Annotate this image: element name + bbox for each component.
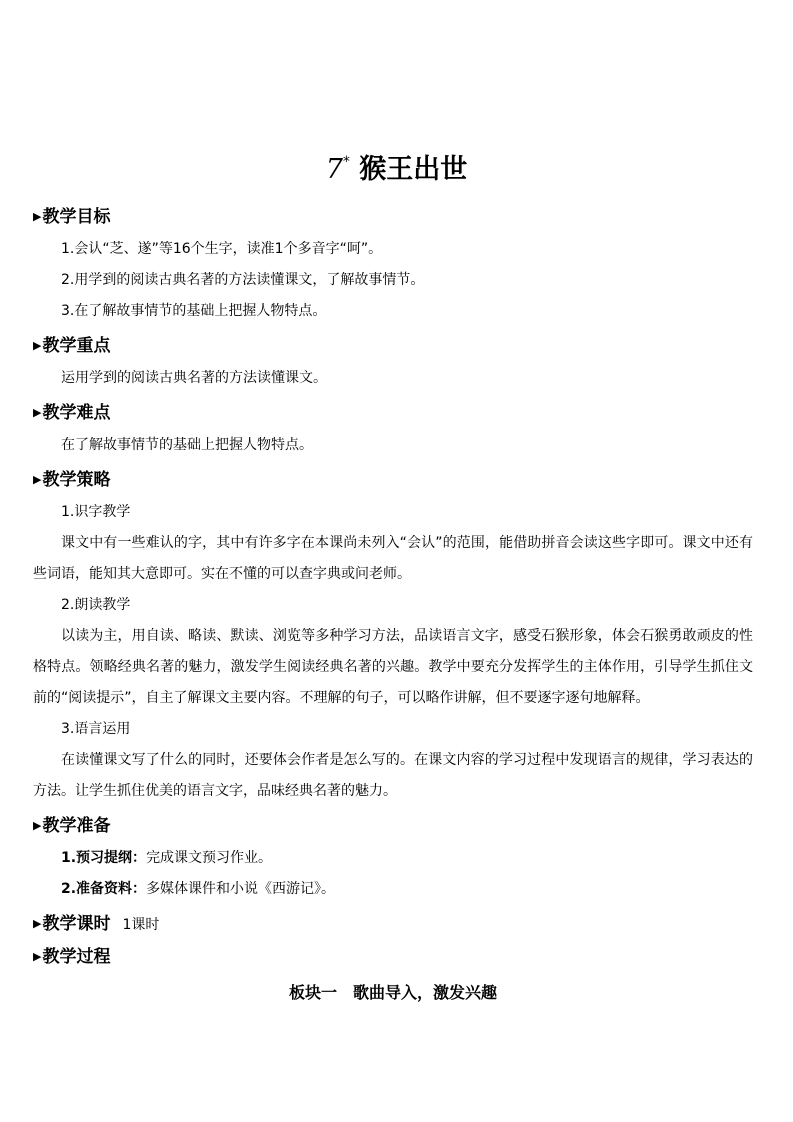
triangle-bullet-icon: ▶	[33, 950, 42, 963]
preparation-item-1-label: 1.预习提纲：	[61, 850, 147, 866]
triangle-bullet-icon: ▶	[33, 819, 42, 832]
strategy-3-text: 在读懂课文写了什么的同时，还要体会作者是怎么写的。在课文内容的学习过程中发现语言的规律，学习表达的方法。让学生抓住优美的语言文字，品味经典名著的魅力。	[33, 752, 753, 799]
preparation-item-2	[33, 874, 753, 905]
strategy-1-text: 课文中有一些难认的字，其中有许多字在本课尚未列入“会认”的范围，能借助拼音会读这些字即可。课文中还有些词语，能知其大意即可。实在不懂的可以查字典或问老师。	[33, 535, 753, 582]
key-points-heading: ▶教学重点	[33, 336, 111, 356]
strategy-2-title: 2.朗读教学	[61, 597, 131, 613]
lesson-title-text: 猴王出世	[359, 154, 468, 185]
preparation-item-1	[33, 843, 753, 874]
strategy-2-text: 以读为主，用自读、略读、默读、浏览等多种学习方法，品读语言文字，感受石猴形象，体会石猴勇敢顽皮的性格特点。领略经典名著的魅力，激发学生阅读经典名著的兴趣。教学中要充分发挥学生的主体作用，引导学生抓住文前的“阅读提示”，自主了解课文主要内容。不理解的句子，可以略作讲解，但不要逐字逐句地解释。	[33, 628, 753, 706]
preparation-item-2-text: 多媒体课件和小说《西游记》。	[146, 881, 336, 897]
document-body	[33, 198, 753, 1008]
difficulties-text: 在了解故事情节的基础上把握人物特点。	[61, 437, 313, 453]
hours-heading: ▶教学课时 1课时	[33, 914, 160, 934]
hours-value: 1课时	[122, 917, 160, 933]
triangle-bullet-icon: ▶	[33, 210, 42, 223]
lesson-mark: *	[342, 154, 350, 170]
preparation-item-1-text: 完成课文预习作业。	[146, 850, 273, 866]
goal-item-1: 1.会认“芝、遂”等16个生字，读准1个多音字“呵”。	[61, 241, 383, 257]
strategies-heading: ▶教学策略	[33, 470, 111, 490]
triangle-bullet-icon: ▶	[33, 339, 42, 352]
lesson-number: 7	[325, 154, 343, 185]
process-heading: ▶教学过程	[33, 947, 111, 967]
key-points-text: 运用学到的阅读古典名著的方法读懂课文。	[61, 370, 327, 386]
triangle-bullet-icon: ▶	[33, 406, 42, 419]
strategy-1-title: 1.识字教学	[61, 504, 131, 520]
block-one-title: 板块一 歌曲导入，激发兴趣	[288, 983, 497, 1002]
difficulties-heading: ▶教学难点	[33, 403, 111, 423]
triangle-bullet-icon: ▶	[33, 473, 42, 486]
preparation-heading: ▶教学准备	[33, 816, 111, 836]
goals-heading: ▶教学目标	[33, 207, 111, 227]
goal-item-2: 2.用学到的阅读古典名著的方法读懂课文，了解故事情节。	[61, 272, 425, 288]
goal-item-3: 3.在了解故事情节的基础上把握人物特点。	[61, 303, 327, 319]
strategy-3-title: 3.语言运用	[61, 721, 131, 737]
page-title	[0, 144, 793, 188]
preparation-item-2-label: 2.准备资料：	[61, 881, 147, 897]
triangle-bullet-icon: ▶	[33, 917, 42, 930]
